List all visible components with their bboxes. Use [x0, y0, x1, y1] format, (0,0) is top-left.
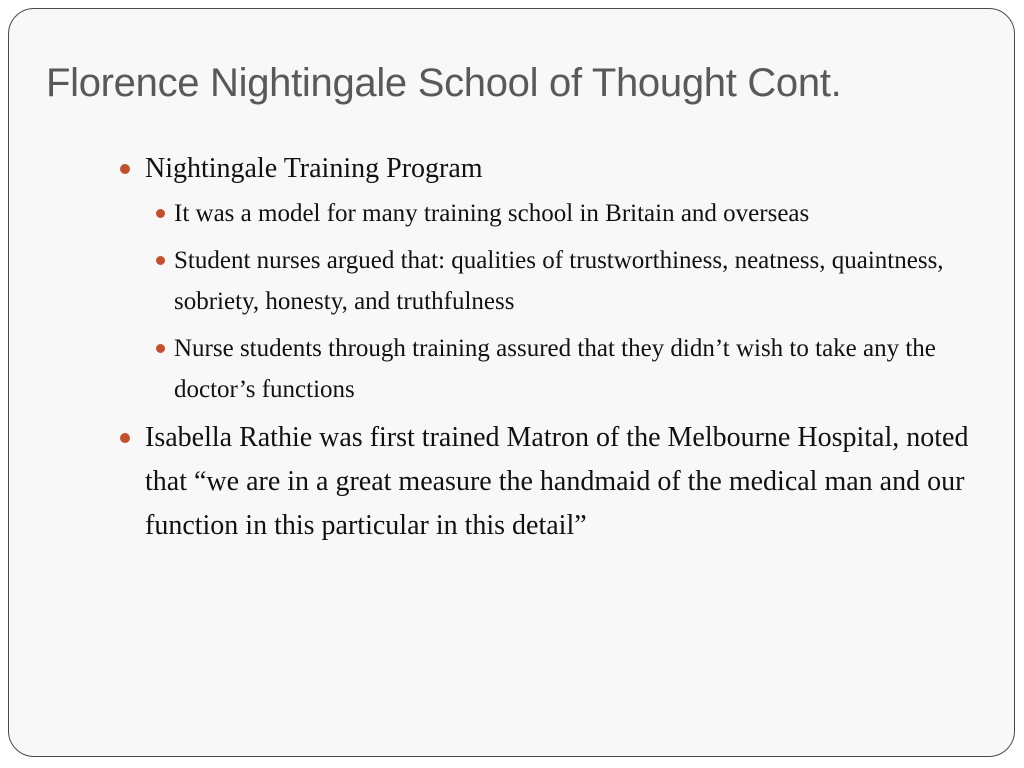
bullet-item-training-program [117, 147, 977, 410]
sub-bullet-text: Student nurses argued that: qualities of trustworthiness, neatness, quaintness, sobriety, honesty, and truthfulness [174, 247, 944, 315]
bullet-icon [120, 433, 130, 443]
bullet-text: Nightingale Training Program [145, 153, 483, 184]
bullet-icon [156, 209, 165, 218]
bullet-list [117, 147, 977, 548]
bullet-icon [156, 256, 165, 265]
sub-bullet-list [145, 193, 977, 410]
bullet-item-isabella-rathie [117, 416, 977, 548]
sub-bullet-item [145, 328, 977, 410]
bullet-icon [156, 344, 165, 353]
slide [8, 8, 1015, 757]
sub-bullet-text: It was a model for many training school in Britain and overseas [174, 200, 810, 227]
sub-bullet-item [145, 240, 977, 322]
bullet-icon [120, 164, 130, 174]
slide-body [117, 147, 977, 552]
bullet-text: Isabella Rathie was first trained Matron of the Melbourne Hospital, noted that “we are in a great measure the handmaid of the medical man and our function in this particular in this detail” [145, 422, 969, 541]
sub-bullet-item [145, 193, 977, 234]
slide-title: Florence Nightingale School of Thought Cont. [46, 61, 842, 105]
sub-bullet-text: Nurse students through training assured that they didn’t wish to take any the doctor’s functions [174, 335, 936, 403]
